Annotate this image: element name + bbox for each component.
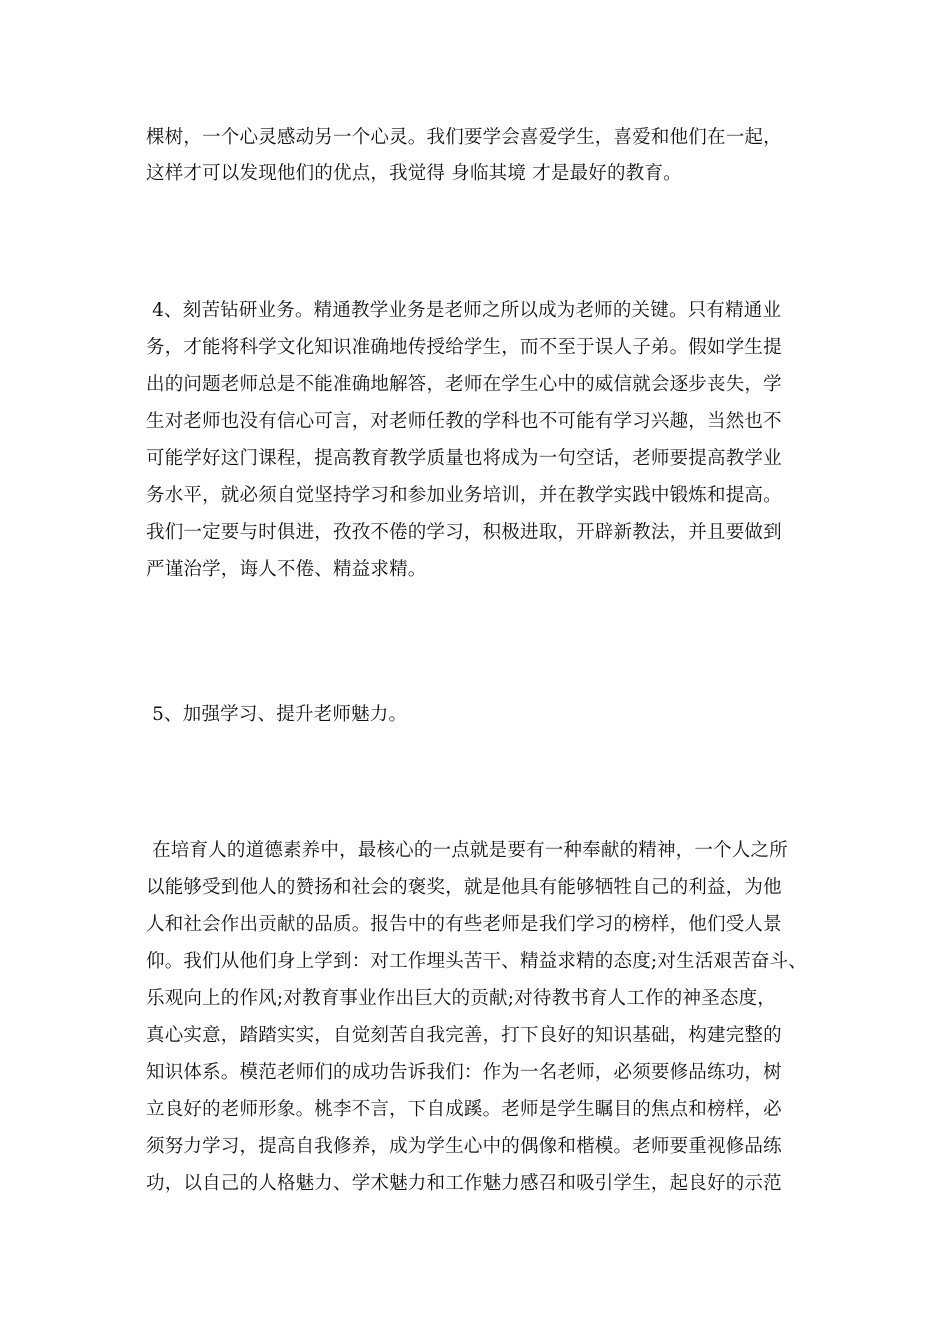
paragraph-4-line-7: 知识体系。模范老师们的成功告诉我们：作为一名老师，必须要修品练功，树 [146,1062,782,1083]
paragraph-1-line-2: 这样才可以发现他们的优点，我觉得 身临其境 才是最好的教育。 [146,163,682,184]
paragraph-2-line-8: 严谨治学，诲人不倦、精益求精。 [146,559,427,580]
paragraph-4-line-2: 以能够受到他人的赞扬和社会的褒奖，就是他具有能够牺牲自己的利益，为他 [146,877,782,898]
paragraph-1-line-1: 棵树，一个心灵感动另一个心灵。我们要学会喜爱学生，喜爱和他们在一起， [146,127,782,148]
paragraph-4-line-4: 仰。我们从他们身上学到：对工作埋头苦干、精益求精的态度;对生活艰苦奋斗、 [146,951,807,972]
paragraph-2-line-1: 4、刻苦钻研业务。精通教学业务是老师之所以成为老师的关键。只有精通业 [146,300,782,321]
paragraph-4-line-3: 人和社会作出贡献的品质。报告中的有些老师是我们学习的榜样，他们受人景 [146,914,782,935]
paragraph-4-line-8: 立良好的老师形象。桃李不言，下自成蹊。老师是学生瞩目的焦点和榜样，必 [146,1099,782,1120]
paragraph-2-line-2: 务，才能将科学文化知识准确地传授给学生，而不至于误人子弟。假如学生提 [146,337,782,358]
paragraph-2-line-6: 务水平，就必须自觉坚持学习和参加业务培训，并在教学实践中锻炼和提高。 [146,485,782,506]
paragraph-2-line-4: 生对老师也没有信心可言，对老师任教的学科也不可能有学习兴趣，当然也不 [146,411,782,432]
paragraph-2-line-5: 可能学好这门课程，提高教育教学质量也将成为一句空话，老师要提高教学业 [146,448,782,469]
paragraph-4-line-10: 功，以自己的人格魅力、学术魅力和工作魅力感召和吸引学生，起良好的示范 [146,1173,782,1194]
paragraph-4-line-9: 须努力学习，提高自我修养，成为学生心中的偶像和楷模。老师要重视修品练 [146,1136,782,1157]
paragraph-2-line-7: 我们一定要与时俱进，孜孜不倦的学习，积极进取，开辟新教法，并且要做到 [146,522,782,543]
paragraph-4-line-5: 乐观向上的作风;对教育事业作出巨大的贡献;对待教书育人工作的神圣态度， [146,988,776,1009]
paragraph-4-line-6: 真心实意，踏踏实实，自觉刻苦自我完善，打下良好的知识基础，构建完整的 [146,1025,782,1046]
paragraph-2-line-3: 出的问题老师总是不能准确地解答，老师在学生心中的威信就会逐步丧失，学 [146,374,782,395]
paragraph-4-line-1: 在培育人的道德素养中，最核心的一点就是要有一种奉献的精神，一个人之所 [146,840,788,861]
paragraph-3-line-1: 5、加强学习、提升老师魅力。 [146,704,408,725]
